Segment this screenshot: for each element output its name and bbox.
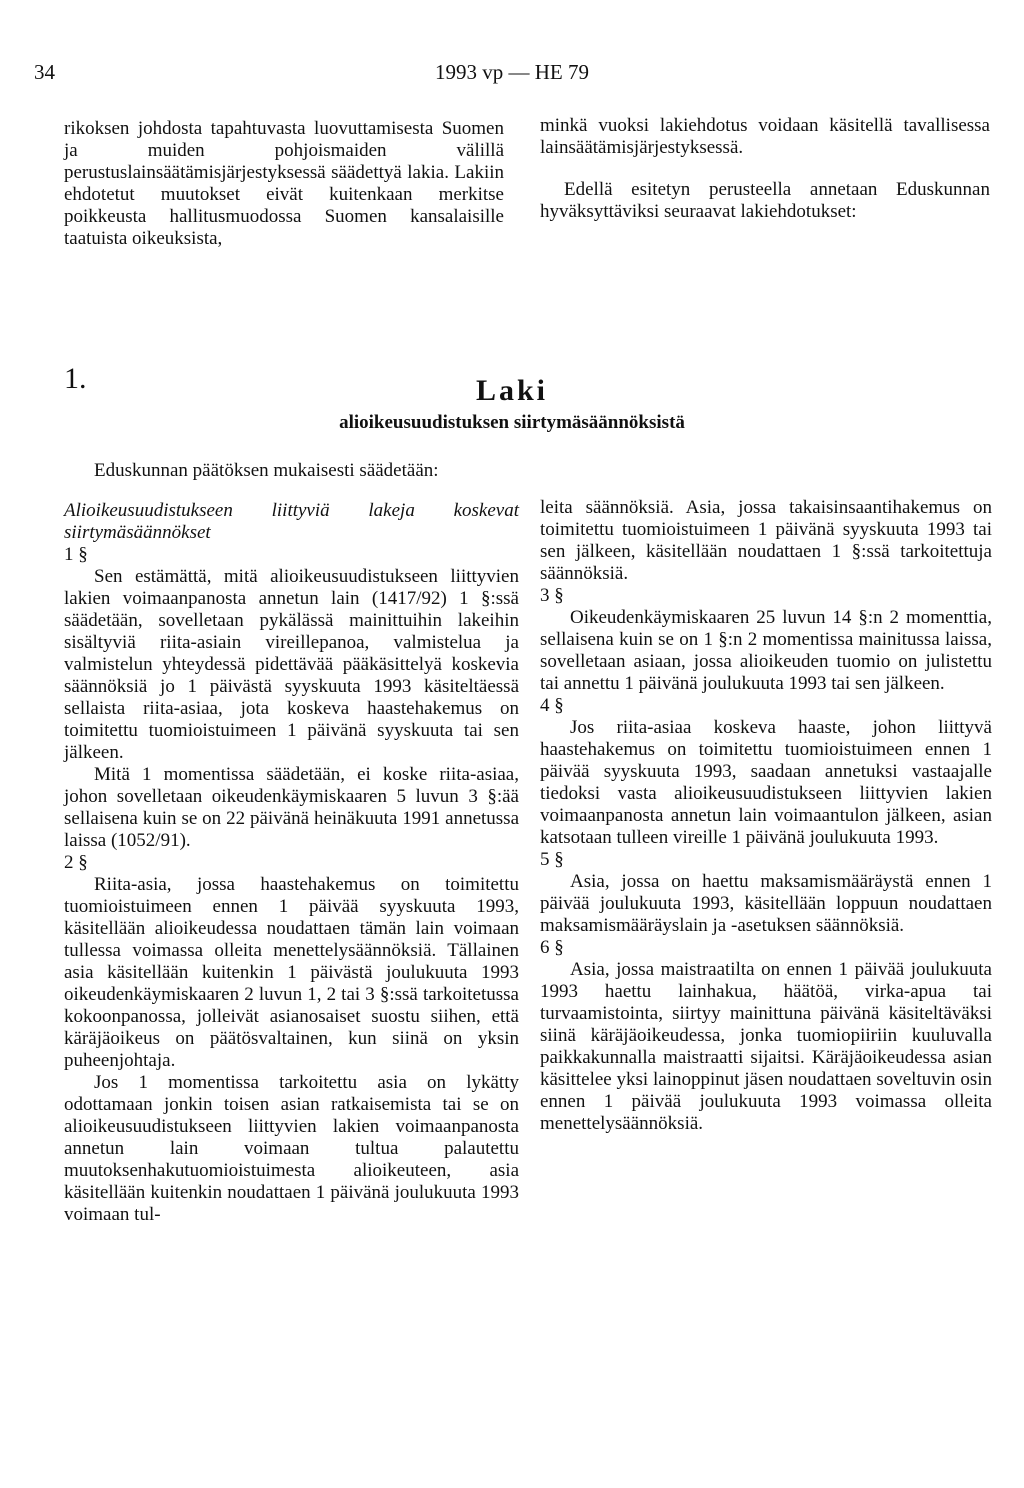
section-4-heading: 4 § bbox=[540, 695, 564, 716]
intro-right-column bbox=[540, 115, 990, 223]
law-title: Laki bbox=[475, 374, 549, 407]
section-5-heading: 5 § bbox=[540, 849, 564, 870]
section-1-paragraph-2: Mitä 1 momentissa säädetään, ei koske riita-asiaa, johon sovelletaan oikeudenkäymiskaaren 5 luvun 3 §:ää sellaisena kuin se on 22 päivänä heinäkuuta 1991 annetussa laissa (1052/91). bbox=[64, 764, 519, 851]
section-5-paragraph-1: Asia, jossa on haettu maksamismääräystä ennen 1 päivää joulukuuta 1993, käsitellään loppuun noudattaen maksamismääräyslain ja -asetuksen säännöksiä. bbox=[540, 871, 992, 936]
section-6-paragraph-1: Asia, jossa maistraatilta on ennen 1 päivää joulukuuta 1993 haettu lainhakua, häätöä, virka-apua tai turvaamistointa, siirtyy mainittuna päivänä käsiteltäväksi siinä käräjäoikeudessa, jonka tuomiopiiriin kuuluvalla paikkakunnalla maistraatti sijaitsi. Käräjäoikeudessa asian käsittelee yksi lainoppinut jäsen noudattaen soveltuvin osin ennen 1 päivää joulukuuta 1993 voimassa olleita menettelysäännöksiä. bbox=[540, 959, 992, 1134]
section-4-paragraph-1: Jos riita-asiaa koskeva haaste, johon liittyvä haastehakemus on toimitettu tuomioistuimeen ennen 1 päivää syyskuuta 1993, saadaan annetuksi vastaajalle tiedoksi vasta alioikeusuudistukseen liittyvien lakien voimaanpanosta annetun lain voimaantulon jälkeen, asian katsotaan tulleen vireille 1 päivänä joulukuuta 1993. bbox=[540, 717, 992, 848]
law-subtitle: alioikeusuudistuksen siirtymäsäännöksistä bbox=[339, 412, 685, 433]
section-2-continuation: leita säännöksiä. Asia, jossa takaisinsaantihakemus on toimitettu tuomioistuimeen 1 päivänä syyskuuta 1993 tai sen jälkeen, käsitellään noudattaen 1 §:ssä tarkoitettuja säännöksiä. bbox=[540, 497, 992, 584]
intro-left-paragraph: rikoksen johdosta tapahtuvasta luovuttamisesta Suomen ja muiden pohjoismaiden välillä perustuslainsäätämisjärjestyksessä säädettyä lakia. Lakiin ehdotetut muutokset eivät kuitenkaan merkitse poikkeusta hallitusmuodossa Suomen kansalaisille taatuista oikeuksista, bbox=[64, 118, 504, 249]
enactment-clause: Eduskunnan päätöksen mukaisesti säädetään: bbox=[94, 460, 439, 481]
section-2-paragraph-1: Riita-asia, jossa haastehakemus on toimitettu tuomioistuimeen ennen 1 päivää syyskuuta 1993, käsitellään alioikeudessa noudattaen tämän lain voimaan tullessa voimassa olleita menettelysäännöksiä. Tällainen asia käsitellään kuitenkin 1 päivästä joulukuuta 1993 oikeudenkäymiskaaren 2 luvun 1, 2 tai 3 §:ssä tarkoitetussa kokoonpanossa, jolleivät asianosaiset suostu siihen, että käräjäoikeus on päätösvaltainen, kun siinä on yksin puheenjohtaja. bbox=[64, 874, 519, 1071]
chapter-heading: Alioikeusuudistukseen liittyviä lakeja koskevat siirtymäsäännökset bbox=[64, 500, 519, 543]
section-2-paragraph-2: Jos 1 momentissa tarkoitettu asia on lykätty odottamaan jonkin toisen asian ratkaisemista tai se on alioikeusuudistukseen liittyvien lakien voimaanpanosta annetun lain voimaan tultua palautettu muutoksenhakutuomioistuimesta alioikeuteen, asia käsitellään kuitenkin noudattaen 1 päivänä joulukuuta 1993 voimaan tul- bbox=[64, 1072, 519, 1225]
section-1-paragraph-1: Sen estämättä, mitä alioikeusuudistukseen liittyvien lakien voimaanpanosta annetun lain (1417/92) 1 §:ssä säädetään, sovelletaan pykälässä mainittuihin lakeihin sisältyviä riita-asiain vireillepanoa, valmistelua ja valmistelun yhteydessä pidettävää pääkäsittelyä koskevia säännöksiä jo 1 päivästä syyskuuta 1993 käsiteltäessä sellaista riita-asiaa, jota koskeva haastehakemus on toimitettu tuomioistuimeen 1 päivänä syyskuuta tai sen jälkeen. bbox=[64, 566, 519, 763]
law-right-column bbox=[540, 497, 992, 1135]
intro-right-paragraph-1: minkä vuoksi lakiehdotus voidaan käsitellä tavallisessa lainsäätämisjärjestyksessä. bbox=[540, 115, 990, 158]
intro-right-paragraph-2: Edellä esitetyn perusteella annetaan Eduskunnan hyväksyttäviksi seuraavat lakiehdotukset: bbox=[540, 179, 990, 222]
running-title: 1993 vp — HE 79 bbox=[435, 60, 589, 84]
section-3-paragraph-1: Oikeudenkäymiskaaren 25 luvun 14 §:n 2 momenttia, sellaisena kuin se on 1 §:n 2 momentissa mainitussa laissa, sovelletaan asiaan, jossa alioikeuden tuomio on julistettu tai annettu 1 päivänä joulukuuta 1993 tai sen jälkeen. bbox=[540, 607, 992, 694]
intro-left-column bbox=[64, 118, 504, 250]
law-left-column bbox=[64, 500, 519, 1226]
section-2-heading: 2 § bbox=[64, 852, 88, 873]
section-1-heading: 1 § bbox=[64, 544, 88, 565]
section-6-heading: 6 § bbox=[540, 937, 564, 958]
page-number: 34 bbox=[34, 60, 55, 84]
law-number: 1. bbox=[64, 362, 87, 395]
section-3-heading: 3 § bbox=[540, 585, 564, 606]
